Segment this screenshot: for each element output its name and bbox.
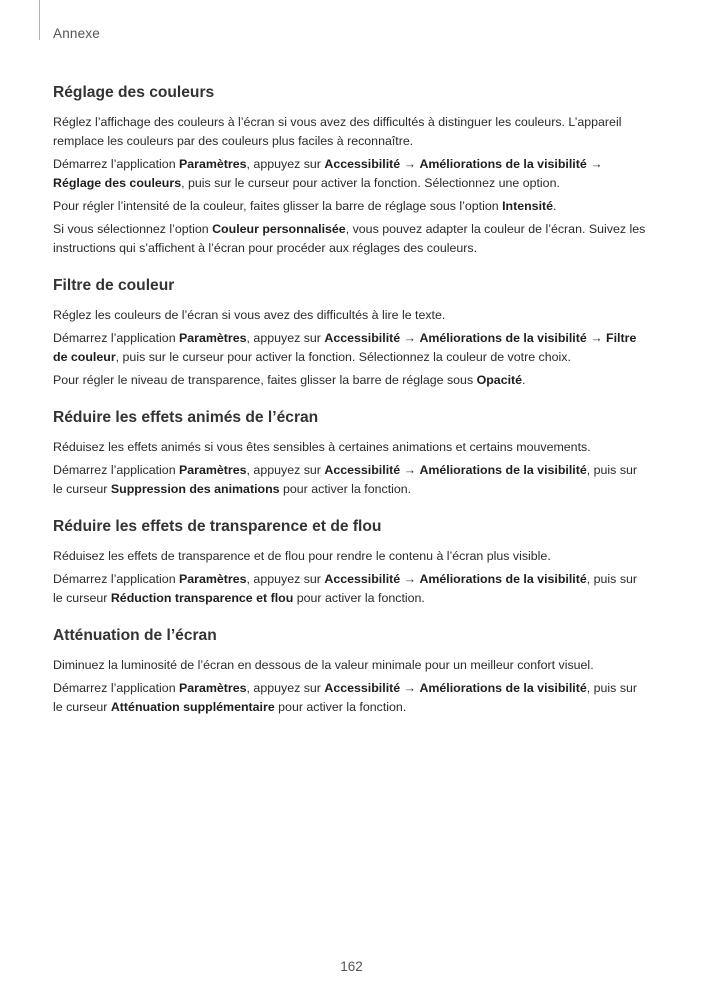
- bold-term: Accessibilité: [324, 331, 401, 345]
- bold-term: Améliorations de la visibilité: [419, 331, 587, 345]
- text-run: Réglez l’affichage des couleurs à l’écran si vous avez des difficultés à distinguer les couleurs. L’appareil remplace les couleurs par des couleurs plus faciles à reconnaître.: [53, 115, 622, 148]
- text-run: , puis sur le curseur: [53, 681, 638, 714]
- text-run: Réduisez les effets de transparence et de flou pour rendre le contenu à l’écran plus visible.: [53, 549, 551, 563]
- bold-term: Réglage des couleurs: [53, 176, 182, 190]
- text-run: Démarrez l’application: [53, 681, 180, 695]
- paragraph: [53, 461, 649, 499]
- bold-term: Accessibilité: [324, 157, 401, 171]
- bold-term: Accessibilité: [324, 572, 401, 586]
- bold-term: Paramètres: [179, 157, 247, 171]
- text-run: →: [400, 157, 420, 171]
- header-rule: [39, 0, 40, 40]
- section: [53, 83, 649, 258]
- paragraph: [53, 547, 649, 566]
- text-run: →: [400, 463, 420, 477]
- text-run: Si vous sélectionnez l’option: [53, 222, 213, 236]
- text-run: Démarrez l’application: [53, 463, 180, 477]
- text-run: →: [400, 681, 420, 695]
- text-run: , appuyez sur: [246, 331, 325, 345]
- text-run: .: [553, 199, 557, 213]
- bold-term: Améliorations de la visibilité: [419, 572, 587, 586]
- text-run: Démarrez l’application: [53, 572, 180, 586]
- bold-term: Suppression des animations: [110, 482, 280, 496]
- text-run: Démarrez l’application: [53, 157, 180, 171]
- text-run: Pour régler le niveau de transparence, faites glisser la barre de réglage sous: [53, 373, 477, 387]
- bold-term: Améliorations de la visibilité: [419, 157, 587, 171]
- section: [53, 276, 649, 390]
- text-run: , vous pouvez adapter la couleur de l’écran. Suivez les instructions qui s’affichent à l’écran pour procéder aux réglages des couleurs.: [53, 222, 646, 255]
- bold-term: Paramètres: [179, 331, 247, 345]
- text-run: →: [400, 331, 420, 345]
- bold-term: Réduction transparence et flou: [110, 591, 294, 605]
- paragraph: [53, 679, 649, 717]
- text-run: , puis sur le curseur pour activer la fonction. Sélectionnez la couleur de votre choix.: [115, 350, 571, 364]
- text-run: , appuyez sur: [246, 681, 325, 695]
- bold-term: Atténuation supplémentaire: [110, 700, 275, 714]
- paragraph: [53, 656, 649, 675]
- section-title: Réduire les effets animés de l’écran: [53, 409, 319, 426]
- bold-term: Accessibilité: [324, 463, 401, 477]
- text-run: Réduisez les effets animés si vous êtes sensibles à certaines animations et certains mouvements.: [53, 440, 591, 454]
- section-title: Réduire les effets de transparence et de flou: [53, 518, 382, 535]
- text-run: , puis sur le curseur: [53, 463, 638, 496]
- section: [53, 517, 649, 608]
- text-run: Réglez les couleurs de l’écran si vous avez des difficultés à lire le texte.: [53, 308, 446, 322]
- paragraph: [53, 329, 649, 367]
- bold-term: Améliorations de la visibilité: [419, 681, 587, 695]
- bold-term: Paramètres: [179, 572, 247, 586]
- section-label: Annexe: [53, 26, 100, 41]
- text-run: pour activer la fonction.: [274, 700, 407, 714]
- paragraph: [53, 306, 649, 325]
- page-number: 162: [340, 959, 363, 974]
- bold-term: Couleur personnalisée: [212, 222, 346, 236]
- text-run: pour activer la fonction.: [293, 591, 425, 605]
- bold-term: Opacité: [476, 373, 523, 387]
- section-title: Filtre de couleur: [53, 277, 175, 294]
- paragraph: [53, 197, 649, 216]
- text-run: →: [586, 157, 603, 171]
- section-title: Réglage des couleurs: [53, 84, 215, 101]
- text-run: , appuyez sur: [246, 463, 325, 477]
- bold-term: Améliorations de la visibilité: [419, 463, 587, 477]
- section: [53, 408, 649, 499]
- text-run: Diminuez la luminosité de l’écran en dessous de la valeur minimale pour un meilleur confort visuel.: [53, 658, 594, 672]
- text-run: .: [522, 373, 526, 387]
- paragraph: [53, 155, 649, 193]
- bold-term: Filtre de couleur: [53, 331, 637, 364]
- paragraph: [53, 113, 649, 151]
- text-run: Pour régler l’intensité de la couleur, faites glisser la barre de réglage sous l’option: [53, 199, 503, 213]
- text-run: pour activer la fonction.: [279, 482, 412, 496]
- paragraph: [53, 220, 649, 258]
- section: [53, 626, 649, 717]
- main-content: [53, 83, 649, 735]
- paragraph: [53, 438, 649, 457]
- paragraph: [53, 570, 649, 608]
- bold-term: Accessibilité: [324, 681, 401, 695]
- text-run: , appuyez sur: [246, 157, 325, 171]
- text-run: , puis sur le curseur: [53, 572, 638, 605]
- paragraph: [53, 371, 649, 390]
- bold-term: Paramètres: [179, 681, 247, 695]
- text-run: , appuyez sur: [246, 572, 325, 586]
- text-run: Démarrez l’application: [53, 331, 180, 345]
- bold-term: Paramètres: [179, 463, 247, 477]
- text-run: →: [400, 572, 420, 586]
- bold-term: Intensité: [502, 199, 554, 213]
- section-title: Atténuation de l’écran: [53, 627, 217, 644]
- text-run: →: [586, 331, 607, 345]
- text-run: , puis sur le curseur pour activer la fonction. Sélectionnez une option.: [181, 176, 560, 190]
